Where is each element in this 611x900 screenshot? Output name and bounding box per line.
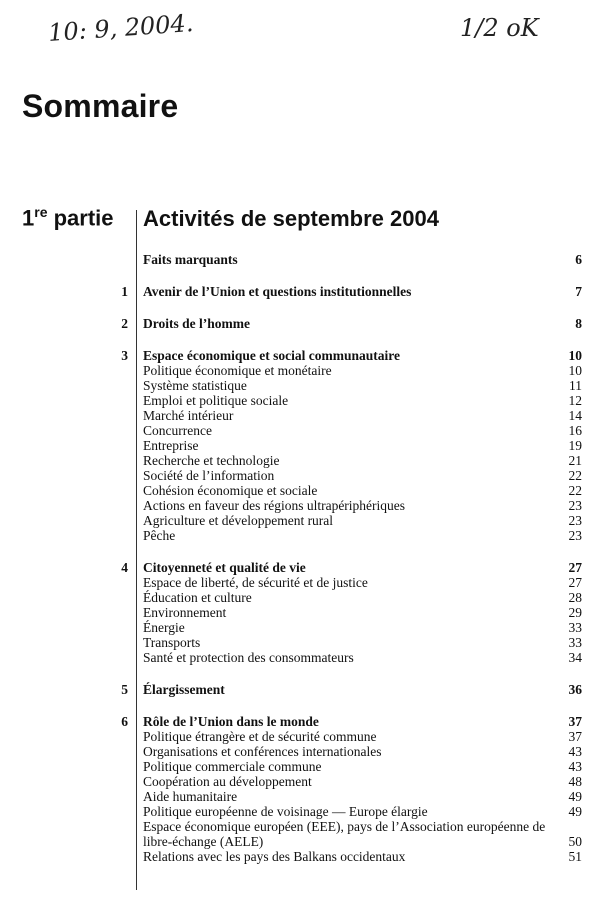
toc-entry-title: Environnement — [143, 605, 227, 620]
toc-entry[interactable] — [0, 528, 611, 543]
toc-entry[interactable] — [0, 635, 611, 650]
toc-entry-title: Citoyenneté et qualité de vie — [143, 560, 306, 575]
toc-entry-title: Transports — [143, 635, 201, 650]
toc-entry-title: Énergie — [143, 620, 185, 635]
toc-entry-title: Organisations et conférences internationales — [143, 744, 382, 759]
toc-section — [0, 348, 611, 543]
toc-section-heading[interactable] — [0, 682, 611, 697]
toc-entry-title: Faits marquants — [143, 252, 238, 267]
toc-page-number: 48 — [568, 774, 582, 789]
toc-entry-title: Droits de l’homme — [143, 316, 250, 331]
toc-entry-title: Politique européenne de voisinage — Europe élargie — [143, 804, 428, 819]
toc-page-number: 7 — [575, 284, 582, 299]
toc-entry-title: Espace économique et social communautaire — [143, 348, 400, 363]
toc-page-number: 22 — [568, 468, 582, 483]
toc-page-number: 33 — [568, 620, 582, 635]
toc-entry[interactable] — [0, 774, 611, 789]
toc-entry-title: Espace de liberté, de sécurité et de justice — [143, 575, 368, 590]
toc-entry-title: Pêche — [143, 528, 176, 543]
toc-page-number: 10 — [568, 363, 582, 378]
toc-section-heading[interactable] — [0, 284, 611, 299]
toc-page-number: 27 — [568, 560, 582, 575]
toc-entry-title: Aide humanitaire — [143, 789, 238, 804]
toc-entry[interactable] — [0, 378, 611, 393]
handwritten-date: 10: 9, 2004. — [47, 8, 195, 48]
toc-entry[interactable] — [0, 438, 611, 453]
toc-page-number: 23 — [568, 498, 582, 513]
toc-entry[interactable] — [0, 408, 611, 423]
toc-page-number: 6 — [575, 252, 582, 267]
part-label-word: partie — [53, 205, 114, 231]
toc-entry[interactable] — [0, 498, 611, 513]
toc-entry[interactable] — [0, 849, 611, 864]
toc-page-number: 21 — [568, 453, 582, 468]
toc-section — [0, 560, 611, 665]
toc-page-number: 23 — [568, 513, 582, 528]
toc-entry-title: Actions en faveur des régions ultrapériphériques — [143, 498, 406, 513]
toc-page-number: 51 — [568, 849, 582, 864]
toc-entry[interactable] — [0, 650, 611, 665]
toc-entry-title: Avenir de l’Union et questions institutionnelles — [143, 284, 412, 299]
toc-page-number: 14 — [568, 408, 582, 423]
part-title: Activités de septembre 2004 — [143, 206, 439, 231]
toc-page-number: 10 — [568, 348, 582, 363]
toc-entry[interactable] — [0, 393, 611, 408]
toc-entry[interactable] — [0, 423, 611, 438]
toc-section — [0, 714, 611, 864]
toc-page-number: 43 — [568, 759, 582, 774]
toc-section-heading[interactable] — [0, 316, 611, 331]
toc-entry[interactable] — [0, 759, 611, 774]
toc-section-number: 6 — [121, 714, 128, 729]
toc-page-number: 50 — [568, 834, 582, 849]
toc-page-number: 22 — [568, 483, 582, 498]
toc-section-heading[interactable] — [0, 560, 611, 575]
part-label-superscript: re — [34, 204, 48, 220]
toc-section-number: 2 — [121, 316, 128, 331]
toc-entry-title: Entreprise — [143, 438, 199, 453]
toc-entry[interactable] — [0, 483, 611, 498]
toc-entry-title: Marché intérieur — [143, 408, 234, 423]
toc-section-number: 4 — [121, 560, 128, 575]
handwritten-ok-note: 1/2 oK — [460, 14, 539, 42]
toc-entry-title: Politique étrangère et de sécurité commune — [143, 729, 377, 744]
toc-entry-title: Santé et protection des consommateurs — [143, 650, 354, 665]
toc-page-number: 49 — [568, 789, 582, 804]
toc-section-heading[interactable] — [0, 252, 611, 267]
toc-entry[interactable] — [0, 453, 611, 468]
toc-entry[interactable] — [0, 605, 611, 620]
toc-entry[interactable] — [0, 468, 611, 483]
toc-entry-title: Politique économique et monétaire — [143, 363, 332, 378]
part-label-number: 1 — [22, 205, 35, 231]
toc-page-number: 27 — [568, 575, 582, 590]
toc-page-number: 29 — [568, 605, 582, 620]
toc-page-number: 37 — [568, 729, 582, 744]
toc-entry-title: Relations avec les pays des Balkans occidentaux — [143, 849, 406, 864]
toc-entry[interactable] — [0, 513, 611, 528]
toc-entry[interactable] — [0, 789, 611, 804]
toc-entry-title: Coopération au développement — [143, 774, 312, 789]
toc-page-number: 16 — [568, 423, 582, 438]
toc-entry-title: Emploi et politique sociale — [143, 393, 289, 408]
toc-entry[interactable] — [0, 729, 611, 744]
toc-section-number: 5 — [121, 682, 128, 697]
toc-section — [0, 316, 611, 331]
toc-page-number: 33 — [568, 635, 582, 650]
toc-entry[interactable] — [0, 819, 611, 849]
toc-entry-title: Concurrence — [143, 423, 212, 438]
toc-section-heading[interactable] — [0, 348, 611, 363]
toc-page-number: 37 — [568, 714, 582, 729]
toc-section-number: 1 — [121, 284, 128, 299]
page-title: Sommaire — [22, 88, 179, 124]
part-label — [22, 204, 114, 231]
toc-page-number: 49 — [568, 804, 582, 819]
toc-page-number: 28 — [568, 590, 582, 605]
toc-page-number: 8 — [575, 316, 582, 331]
toc-entry[interactable] — [0, 590, 611, 605]
toc-section — [0, 284, 611, 299]
toc-entry-title: Cohésion économique et sociale — [143, 483, 318, 498]
toc-page-number: 19 — [568, 438, 582, 453]
toc-entry[interactable] — [0, 744, 611, 759]
toc-entry-title: Système statistique — [143, 378, 247, 393]
toc-section-heading[interactable] — [0, 714, 611, 729]
toc-entry-title: Politique commerciale commune — [143, 759, 322, 774]
table-of-contents — [0, 252, 611, 881]
toc-entry-title: Espace économique européen (EEE), pays de l’Association européenne de libre-échange (AELE) — [143, 819, 546, 849]
toc-entry[interactable] — [0, 363, 611, 378]
toc-entry-title: Recherche et technologie — [143, 453, 280, 468]
toc-page-number: 36 — [568, 682, 582, 697]
toc-page-number: 43 — [568, 744, 582, 759]
toc-page-number: 12 — [568, 393, 582, 408]
toc-section-number: 3 — [121, 348, 128, 363]
toc-entry[interactable] — [0, 804, 611, 819]
toc-page-number: 23 — [568, 528, 582, 543]
toc-entry-title: Agriculture et développement rural — [143, 513, 334, 528]
toc-entry-title: Société de l’information — [143, 468, 275, 483]
toc-entry-title: Éducation et culture — [143, 590, 252, 605]
toc-page-number: 11 — [569, 378, 582, 393]
toc-section — [0, 252, 611, 267]
toc-section — [0, 682, 611, 697]
toc-entry[interactable] — [0, 620, 611, 635]
toc-entry-title: Rôle de l’Union dans le monde — [143, 714, 319, 729]
toc-page-number: 34 — [568, 650, 582, 665]
toc-entry[interactable] — [0, 575, 611, 590]
toc-entry-title: Élargissement — [143, 682, 225, 697]
